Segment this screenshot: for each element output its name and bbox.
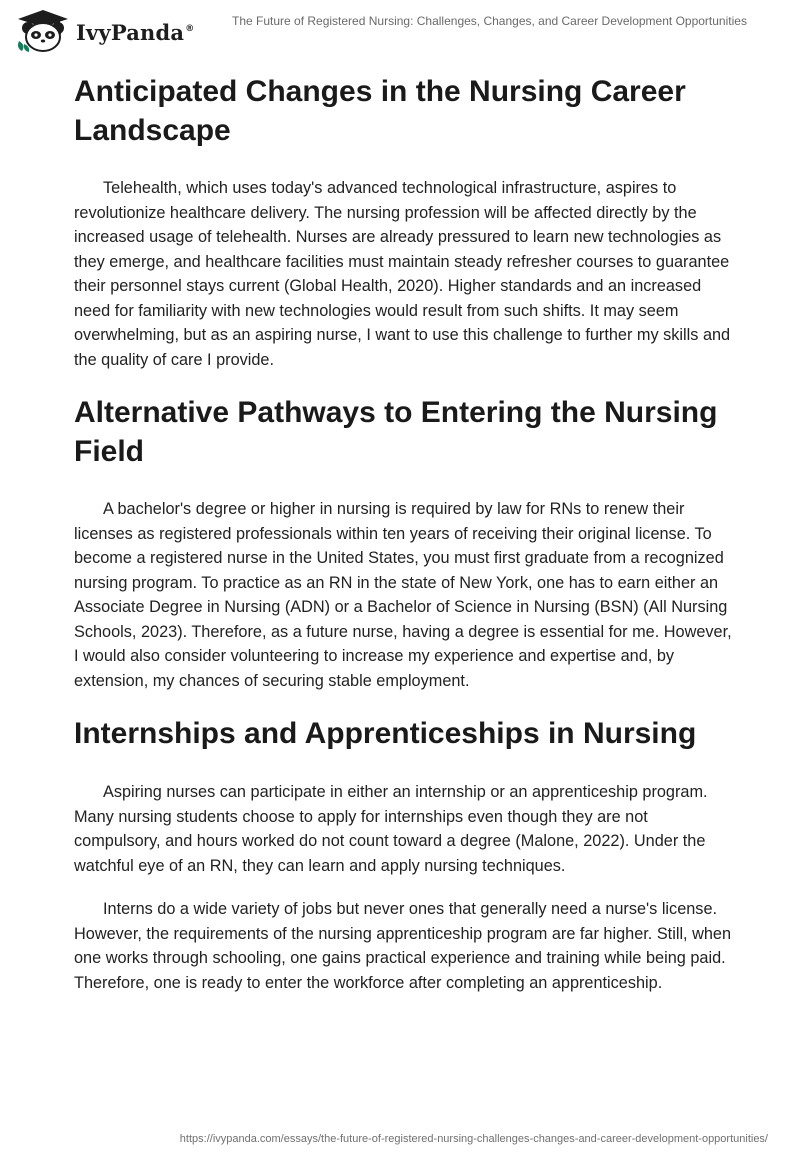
section-heading: Alternative Pathways to Entering the Nursing Field bbox=[74, 396, 718, 468]
section-heading: Anticipated Changes in the Nursing Career Landscape bbox=[74, 75, 686, 147]
source-url-link[interactable]: https://ivypanda.com/essays/the-future-of-registered-nursing-challenges-changes-and-career-development-opportunities/ bbox=[179, 1133, 768, 1145]
body-paragraph: Interns do a wide variety of jobs but never ones that generally need a nurse's license. However, the requirements of the nursing apprenticeship program are far higher. Still, when one works through schooling, one gains practical experience and training while being paid. Therefore, one is ready to enter the workforce after completing an apprenticeship. bbox=[74, 900, 732, 992]
panda-graduate-icon bbox=[14, 8, 72, 54]
body-paragraph: Telehealth, which uses today's advanced technological infrastructure, aspires to revolutionize healthcare delivery. The nursing profession will be affected directly by the increased usage of telehealth. Nurses are already pressured to learn new technologies as they emerge, and healthcare facilities must maintain steady refresher courses to guarantee their personnel stays current (Global Health, 2020). Higher standards and an increased need for familiarity with new technologies would result from such shifts. It may seem overwhelming, but as an aspiring nurse, I want to use this challenge to further my skills and the quality of care I provide. bbox=[74, 179, 731, 369]
ivypanda-logo[interactable] bbox=[14, 8, 194, 54]
logo-wordmark: IvyPanda® bbox=[76, 19, 195, 45]
document-title: The Future of Registered Nursing: Challenges, Changes, and Career Development Opportunities bbox=[232, 14, 747, 28]
essay-content bbox=[74, 72, 734, 995]
body-paragraph: A bachelor's degree or higher in nursing is required by law for RNs to renew their licenses as registered professionals within ten years of receiving their original license. To become a registered nurse in the United States, you must first graduate from a recognized nursing program. To practice as an RN in the state of New York, one has to earn either an Associate Degree in Nursing (ADN) or a Bachelor of Science in Nursing (BSN) (All Nursing Schools, 2023). Therefore, as a future nurse, having a degree is essential for me. However, I would also consider volunteering to increase my experience and expertise and, by extension, my chances of securing stable employment. bbox=[74, 500, 732, 690]
body-paragraph: Aspiring nurses can participate in either an internship or an apprenticeship program. Many nursing students choose to apply for internships even though they are not compulsory, and hours worked do not count toward a degree (Malone, 2022). Under the watchful eye of an RN, they can learn and apply nursing techniques. bbox=[74, 783, 708, 875]
page-header bbox=[0, 0, 800, 60]
section-heading: Internships and Apprenticeships in Nursing bbox=[74, 717, 697, 750]
